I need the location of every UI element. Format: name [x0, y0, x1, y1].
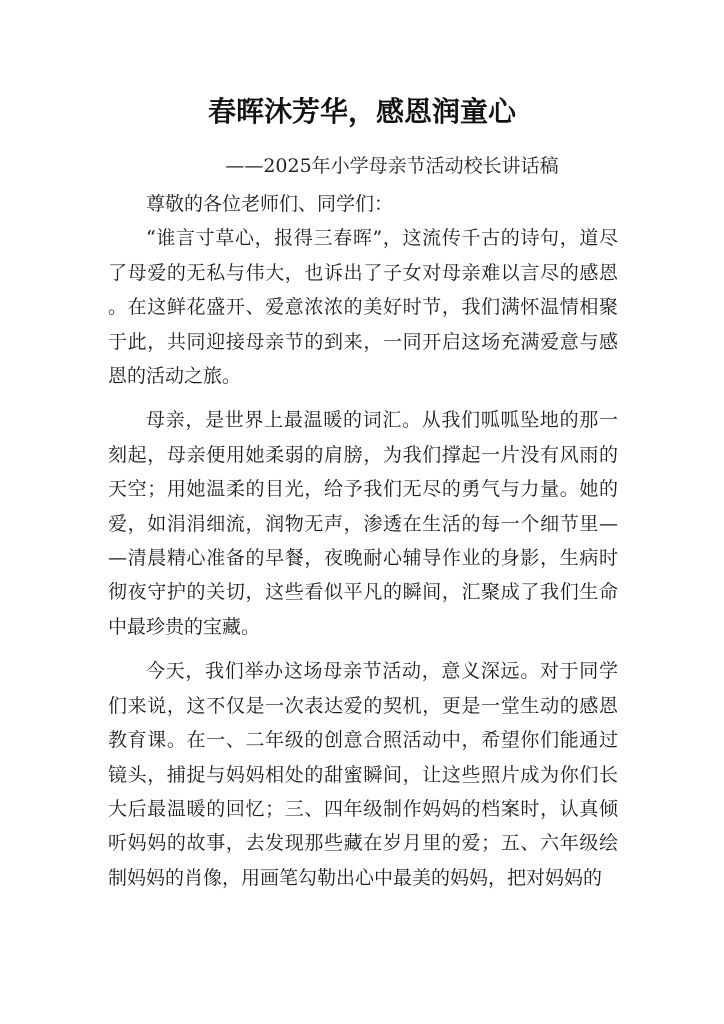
greeting: 尊敬的各位老师们、同学们：	[146, 193, 394, 215]
paragraph-3: 今天，我们举办这场母亲节活动，意义深远。对于同学们来说，这不仅是一次表达爱的契机，更是一堂生动的感恩教育课。在一、二年级的创意合照活动中，希望你们能通过镜头，捕捉与妈妈相处的甜蜜瞬间，让这些照片成为你们长大后最温暖的回忆；三、四年级制作妈妈的档案时，认真倾听妈妈的故事，去发现那些藏在岁月里的爱；五、六年级绘制妈妈的肖像，用画笔勾勒出心中最美的妈妈，把对妈妈的	[108, 660, 618, 889]
paragraph-2: 母亲，是世界上最温暖的词汇。从我们呱呱坠地的那一刻起，母亲便用她柔弱的肩膀，为我们撑起一片没有风雨的天空；用她温柔的目光，给予我们无尽的勇气与力量。她的爱，如涓涓细流，润物无声，渗透在生活的每一个细节里——清晨精心准备的早餐，夜晚耐心辅导作业的身影，生病时彻夜守护的关切，这些看似平凡的瞬间，汇聚成了我们生命中最珍贵的宝藏。	[108, 409, 618, 638]
document-subtitle: ——2025年小学母亲节活动校长讲话稿	[225, 155, 559, 177]
paragraph-1: “谁言寸草心，报得三春晖”，这流传千古的诗句，道尽了母爱的无私与伟大，也诉出了子女对母亲难以言尽的感恩。在这鲜花盛开、爱意浓浓的美好时节，我们满怀温情相聚于此，共同迎接母亲节的到来，一同开启这场充满爱意与感恩的活动之旅。	[108, 227, 618, 388]
document-title: 春晖沐芳华，感恩润童心	[207, 95, 516, 128]
document-body	[108, 187, 618, 905]
